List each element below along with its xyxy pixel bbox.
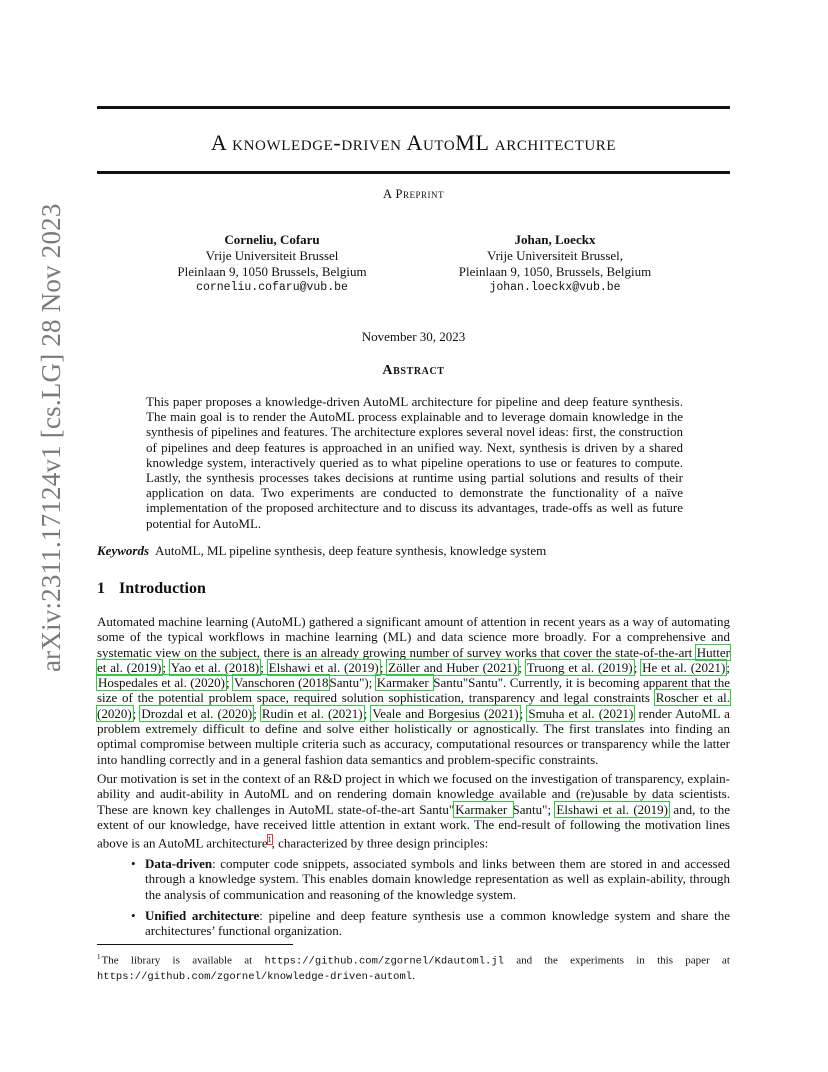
bullet-icon: • (131, 907, 136, 923)
design-principles-list (97, 856, 730, 944)
abstract-text: This paper proposes a knowledge-driven AutoML architecture for pipeline and deep feature synthesis. The main goal is to render the AutoML process explainable and to leverage domain knowledge in the synthesis of pipelines and features. The architecture explores several novel ideas: first, the construction of pipelines and deep features is approached in an unified way. Next, synthesis is driven by a shared knowledge system, interactively queried as to what pipeline operations to use or features to compute. Lastly, the synthesis processes takes decisions at runtime using partial solutions and results of their application on data. Two experiments are conducted to demonstrate the functionality of a naïve implementation of the proposed architecture and to discuss its advantages, trade-offs as well as future potential for AutoML. (146, 394, 683, 531)
citation-link[interactable]: He et al. (2021) (642, 659, 726, 675)
text-run: Our motivation is set in the context of an R&D project in which we focused on the investigation of transparency, explain-ability and audit-ability in AutoML and on rendering domain knowledge available and (re)usable by data scientists. These are known key challenges in AutoML state-of-the-art Santu" (97, 771, 730, 817)
citation-link[interactable]: Yao et al. (2018) (170, 659, 260, 675)
citation-link[interactable]: Smuha et al. (2021) (528, 705, 634, 721)
footnote-url-link[interactable]: https://github.com/zgornel/Kdautoml.jl (264, 955, 504, 968)
citation-link[interactable]: Elshawi et al. (2019) (556, 801, 668, 817)
author-block-2 (430, 232, 680, 296)
text-run: Santu"; (512, 801, 556, 817)
list-item-term: Data-driven (145, 856, 213, 871)
text-run: render AutoML a problem extremely difficult to define and solve either holistically or agnostically. The first translates into finding an optimal compromise between multiple criteria such as accuracy, computational resources or transparency while the latter into handling correctly and in a general fashion data semantics and problem-specific constraints. (97, 705, 730, 767)
citation-link[interactable]: Elshawi et al. (2019) (268, 659, 379, 675)
bullet-icon: • (131, 856, 136, 871)
section-title: Introduction (119, 580, 206, 597)
list-item (97, 908, 730, 939)
text-run: Automated machine learning (AutoML) gathered a significant amount of attention in recent years as a way of automating some of the typical workflows in machine learning (ML) and data science more broadly. For a comprehensive and systematic view on the subject, there is an already growing number of survey works that cover the state-of-the-art (97, 614, 730, 660)
author-address: Pleinlaan 9, 1050, Brussels, Belgium (458, 264, 652, 279)
list-item-text: : computer code snippets, associated symbols and links between them are stored in and accessed through a knowledge system. This enables domain knowledge representation as well as explain-ability, through the analysis of communication and reasoning of the knowledge system. (145, 856, 730, 902)
text-run: ; (162, 659, 170, 675)
keywords-text: AutoML, ML pipeline synthesis, deep feature synthesis, knowledge system (155, 543, 547, 558)
footnote-ref-link[interactable]: 1 (267, 835, 272, 845)
text-run: ; (379, 659, 388, 675)
keywords-label: Keywords (97, 543, 149, 558)
citation-link[interactable]: Rudin et al. (2021) (261, 705, 363, 721)
citation-link[interactable]: Karmaker (376, 675, 433, 691)
text-run: ; (633, 659, 642, 675)
author-affiliation: Vrije Universiteit Brussel (205, 248, 339, 263)
text-run: Santu"Santu". Currently, it is becoming apparent that the size of the potential problem space, required solution sophistication, transparency and legal constraints (97, 675, 730, 706)
author-email[interactable]: johan.loeckx@vub.be (489, 281, 621, 294)
citation-link[interactable]: Truong et al. (2019) (526, 659, 633, 675)
text-run: Santu"); (329, 675, 376, 691)
footnote-rule (97, 944, 293, 945)
citation-link[interactable]: Veale and Borgesius (2021) (372, 705, 519, 721)
title-rule-top (97, 106, 730, 109)
text-run: ; (518, 659, 526, 675)
text-run: and, to the extent of our knowledge, have received little attention in extant work. The end-result of following the motivation lines above is an AutoML architecture (97, 801, 731, 851)
footnote-mark: 1 (97, 953, 101, 961)
text-run: ; (253, 705, 261, 721)
author-name: Johan, Loeckx (514, 232, 596, 247)
list-item-term: Unified architecture (145, 907, 260, 923)
paper-title: A knowledge-driven AutoML architecture (210, 130, 617, 155)
abstract-heading: Abstract (382, 363, 445, 378)
preprint-label: A Preprint (383, 187, 444, 201)
text-run: ; (260, 659, 268, 675)
title-rule-bottom (97, 171, 730, 174)
citation-link[interactable]: Hutter et al. (2019) (97, 644, 730, 675)
citation-link[interactable]: Vanschoren (2018 (234, 675, 329, 691)
author-address: Pleinlaan 9, 1050 Brussels, Belgium (177, 264, 367, 279)
citation-link[interactable]: Drozdal et al. (2020) (141, 705, 253, 721)
section-heading (97, 580, 206, 598)
author-name: Corneliu, Cofaru (224, 232, 320, 247)
footnote-url-link[interactable]: https://github.com/zgornel/knowledge-driven-automl (97, 970, 413, 983)
citation-link[interactable]: Roscher et al. (2020) (97, 690, 730, 721)
intro-paragraph-1 (97, 614, 730, 767)
text-run: The library is available at (101, 954, 265, 967)
intro-paragraph-2 (97, 771, 730, 851)
arxiv-side-stamp: arXiv:2311.17124v1 [cs.LG] 28 Nov 2023 (36, 203, 66, 672)
author-affiliation: Vrije Universiteit Brussel, (486, 248, 624, 263)
author-block-1 (152, 232, 392, 296)
text-run: ; (132, 705, 141, 721)
list-item (97, 856, 730, 902)
paper-date: November 30, 2023 (361, 329, 466, 344)
text-run: , characterized by three design principles: (271, 835, 489, 851)
section-number: 1 (97, 580, 105, 597)
author-email[interactable]: corneliu.cofaru@vub.be (196, 281, 348, 294)
text-run: ; (225, 675, 234, 691)
text-run: and the experiments in this paper at (503, 954, 730, 967)
keywords-line (97, 543, 730, 559)
citation-link[interactable]: Karmaker (455, 801, 512, 817)
citation-link[interactable]: Zöller and Huber (2021) (388, 659, 518, 675)
list-item-text: : pipeline and deep feature synthesis use a common knowledge system and share the architectures’ functional organization. (145, 907, 730, 939)
footnote (97, 950, 730, 984)
text-run: ; (363, 705, 372, 721)
citation-link[interactable]: Hospedales et al. (2020) (98, 675, 225, 691)
text-run: ; (519, 705, 528, 721)
text-run: . (412, 969, 415, 982)
text-run: ; (726, 659, 730, 675)
